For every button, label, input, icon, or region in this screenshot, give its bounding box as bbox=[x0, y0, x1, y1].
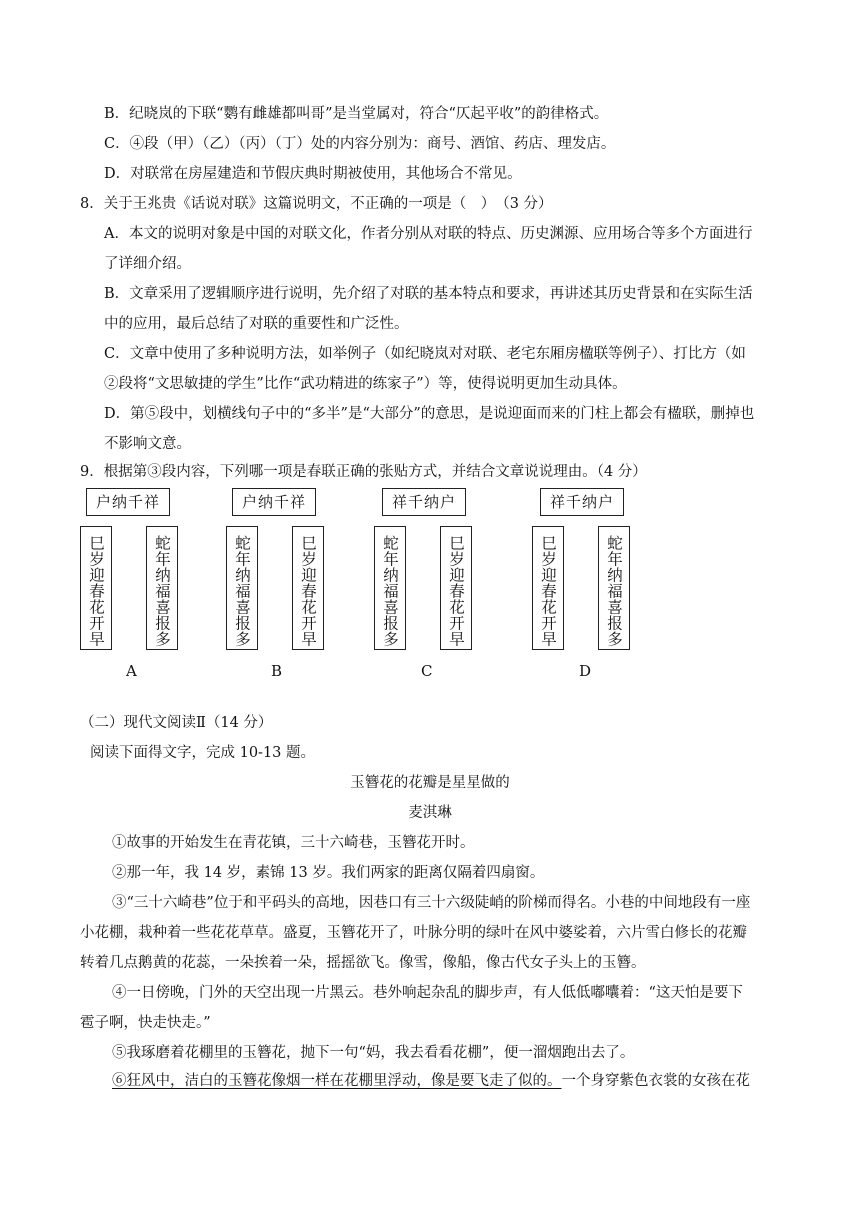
paragraph-6 bbox=[112, 1071, 750, 1091]
paragraph-2: ②那一年，我 14 岁，素锦 13 岁。我们两家的距离仅隔着四扇窗。 bbox=[112, 865, 545, 881]
option-label-d: D bbox=[579, 662, 592, 680]
paragraph-3-cont2: 转着几点鹅黄的花蕊，一朵挨着一朵，摇摇欲飞。像雪，像船，像古代女子头上的玉簪。 bbox=[80, 955, 646, 971]
paragraph-6-rest: 一个身穿紫色衣裳的女孩在花 bbox=[561, 1073, 750, 1089]
q8-option-c-cont: ②段将“文思敏捷的学生”比作“武功精进的练家子”）等，使得说明更加生动具体。 bbox=[104, 376, 627, 392]
question-8: 8．关于王兆贵《话说对联》这篇说明文，不正确的一项是（ ） （3 分） bbox=[80, 196, 553, 212]
horizontal-scroll: 户纳千祥 bbox=[232, 488, 316, 516]
left-scroll: 蛇年纳福喜报多 bbox=[226, 526, 258, 650]
option-d-line: D．对联常在房屋建造和节假庆典时期被使用，其他场合不常见。 bbox=[104, 166, 522, 182]
question-9: 9．根据第③段内容，下列哪一项是春联正确的张贴方式，并结合文章说说理由。（4 分） bbox=[80, 464, 647, 480]
q8-option-c: C．文章中使用了多种说明方法，如举例子（如纪晓岚对对联、老宅东厢房楹联等例子）、打比方（如 bbox=[104, 346, 746, 362]
paragraph-5: ⑤我琢磨着花棚里的玉簪花，抛下一句“妈，我去看看花棚”，便一溜烟跑出去了。 bbox=[112, 1045, 635, 1061]
option-label-b: B bbox=[271, 662, 283, 680]
horizontal-scroll: 户纳千祥 bbox=[86, 488, 170, 516]
right-scroll: 巳岁迎春花开早 bbox=[292, 526, 324, 650]
left-scroll: 蛇年纳福喜报多 bbox=[374, 526, 406, 650]
right-scroll: 蛇年纳福喜报多 bbox=[146, 526, 178, 650]
underlined-sentence: ⑥狂风中，洁白的玉簪花像烟一样在花棚里浮动，像是要飞走了似的。 bbox=[112, 1073, 562, 1089]
option-label-a: A bbox=[126, 662, 137, 680]
option-label-c: C bbox=[421, 662, 433, 680]
horizontal-scroll: 祥千纳户 bbox=[382, 488, 466, 516]
reading-instruction: 阅读下面得文字，完成 10-13 题。 bbox=[90, 745, 316, 761]
paragraph-3: ③“三十六崎巷”位于和平码头的高地，因巷口有三十六级陡峭的阶梯而得名。小巷的中间地段有一座 bbox=[112, 895, 751, 911]
paragraph-1: ①故事的开始发生在青花镇，三十六崎巷，玉簪花开时。 bbox=[112, 835, 475, 851]
option-b-line: B．纪晓岚的下联“鹦有雌雄都叫哥”是当堂属对，符合“仄起平收”的韵律格式。 bbox=[104, 106, 609, 122]
q8-option-a: A．本文的说明对象是中国的对联文化，作者分别从对联的特点、历史渊源、应用场合等多个方面进行 bbox=[104, 226, 753, 242]
q8-option-b: B．文章采用了逻辑顺序进行说明，先介绍了对联的基本特点和要求，再讲述其历史背景和在实际生活 bbox=[104, 286, 753, 302]
left-scroll: 巳岁迎春花开早 bbox=[80, 526, 112, 650]
right-scroll: 巳岁迎春花开早 bbox=[440, 526, 472, 650]
passage-title: 玉簪花的花瓣是星星做的 bbox=[350, 775, 510, 791]
passage-author: 麦淇琳 bbox=[408, 805, 452, 821]
paragraph-4: ④一日傍晚，门外的天空出现一片黑云。巷外响起杂乱的脚步声，有人低低嘟囔着：“这天怕是要下 bbox=[112, 985, 743, 1001]
q8-option-a-cont: 了详细介绍。 bbox=[104, 256, 191, 272]
option-c-line: C．④段（甲）（乙）（丙）（丁）处的内容分别为：商号、酒馆、药店、理发店。 bbox=[104, 136, 616, 152]
horizontal-scroll: 祥千纳户 bbox=[540, 488, 624, 516]
q8-option-d-cont: 不影响文意。 bbox=[104, 436, 191, 452]
right-scroll: 蛇年纳福喜报多 bbox=[598, 526, 630, 650]
paragraph-3-cont: 小花棚，栽种着一些花花草草。盛夏，玉簪花开了，叶脉分明的绿叶在风中婆娑着，六片雪白修长的花瓣 bbox=[80, 925, 747, 941]
section-heading: （二）现代文阅读Ⅱ（14 分） bbox=[80, 715, 273, 731]
paragraph-4-cont: 雹子啊，快走快走。” bbox=[80, 1015, 211, 1031]
left-scroll: 巳岁迎春花开早 bbox=[532, 526, 564, 650]
q8-option-b-cont: 中的应用，最后总结了对联的重要性和广泛性。 bbox=[104, 316, 409, 332]
q8-option-d: D．第⑤段中，划横线句子中的“多半”是“大部分”的意思，是说迎面而来的门柱上都会有楹联，删掉也 bbox=[104, 406, 755, 422]
